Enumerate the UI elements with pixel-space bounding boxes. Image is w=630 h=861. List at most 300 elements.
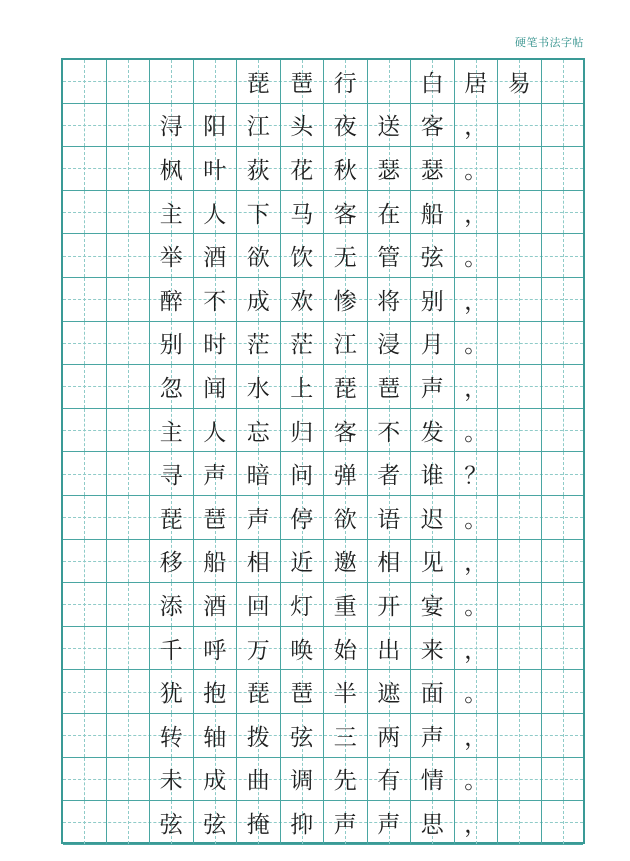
character: 相 [246, 550, 270, 577]
character: 惨 [333, 288, 357, 315]
character: 瑟 [377, 157, 401, 184]
grid-cell [411, 758, 455, 801]
grid-cell [107, 409, 151, 452]
grid-cell [150, 540, 194, 583]
character: 声 [246, 506, 270, 533]
grid-cell [107, 322, 151, 365]
grid-cell [324, 714, 368, 757]
grid-cell [411, 452, 455, 495]
character: 有 [377, 768, 401, 795]
character: 万 [246, 637, 270, 664]
grid-cell [150, 714, 194, 757]
grid-cell [324, 452, 368, 495]
character: 抱 [203, 681, 227, 708]
grid-cell [324, 60, 368, 103]
character: ， [464, 288, 488, 315]
grid-cell [194, 452, 238, 495]
grid-cell [281, 758, 325, 801]
grid-cell [542, 758, 586, 801]
grid-cell [542, 496, 586, 539]
character: 近 [290, 550, 314, 577]
grid-cell [281, 583, 325, 626]
grid-cell [150, 104, 194, 147]
character: 无 [333, 245, 357, 272]
grid-cell [107, 758, 151, 801]
grid-cell [281, 801, 325, 844]
grid-cell [368, 496, 412, 539]
grid-cell [237, 540, 281, 583]
grid-cell [498, 583, 542, 626]
grid-cell [324, 191, 368, 234]
character: ， [464, 375, 488, 402]
grid-cell [237, 409, 281, 452]
character: 弹 [333, 463, 357, 490]
grid-row [63, 365, 583, 409]
grid-cell [455, 104, 499, 147]
grid-cell [194, 278, 238, 321]
grid-cell [542, 322, 586, 365]
grid-cell [498, 758, 542, 801]
grid-cell [542, 540, 586, 583]
grid-cell [107, 278, 151, 321]
character: 转 [159, 724, 183, 751]
grid-cell [498, 496, 542, 539]
grid-cell [498, 322, 542, 365]
grid-cell [368, 322, 412, 365]
character: 船 [420, 201, 444, 228]
grid-cell [281, 60, 325, 103]
grid-row [63, 147, 583, 191]
grid-cell [411, 583, 455, 626]
character: 琶 [203, 506, 227, 533]
grid-cell [107, 365, 151, 408]
grid-cell [411, 104, 455, 147]
character: 客 [420, 114, 444, 141]
character: 遮 [377, 681, 401, 708]
grid-cell [455, 147, 499, 190]
character: 停 [290, 506, 314, 533]
grid-cell [63, 322, 107, 365]
character: ， [464, 724, 488, 751]
grid-cell [324, 670, 368, 713]
workbook-title: 硬笔书法字帖 [515, 36, 584, 49]
grid-cell [411, 409, 455, 452]
grid-cell [368, 583, 412, 626]
grid-cell [455, 670, 499, 713]
character: 茫 [290, 332, 314, 359]
character: 声 [333, 811, 357, 838]
grid-cell [542, 365, 586, 408]
character: ？ [464, 463, 488, 490]
character: 。 [464, 593, 488, 620]
grid-cell [281, 191, 325, 234]
grid-cell [63, 147, 107, 190]
grid-row [63, 496, 583, 540]
grid-cell [150, 278, 194, 321]
character: 成 [246, 288, 270, 315]
character: 者 [377, 463, 401, 490]
grid-cell [194, 714, 238, 757]
grid-cell [63, 627, 107, 670]
grid-cell [63, 714, 107, 757]
grid-cell [107, 714, 151, 757]
character: 灯 [290, 593, 314, 620]
character: 琵 [159, 506, 183, 533]
grid-cell [237, 278, 281, 321]
grid-cell [455, 452, 499, 495]
grid-cell [237, 322, 281, 365]
grid-cell [150, 627, 194, 670]
character: 声 [420, 724, 444, 751]
character: 弦 [203, 811, 227, 838]
grid-cell [368, 234, 412, 277]
grid-row [63, 670, 583, 714]
character: 。 [464, 506, 488, 533]
grid-cell [324, 365, 368, 408]
grid-row [63, 540, 583, 584]
grid-cell [281, 409, 325, 452]
grid-cell [455, 365, 499, 408]
grid-cell [455, 540, 499, 583]
grid-cell [411, 322, 455, 365]
grid-cell [411, 60, 455, 103]
character: ， [464, 811, 488, 838]
grid-cell [498, 714, 542, 757]
grid-cell [281, 234, 325, 277]
grid-cell [542, 191, 586, 234]
grid-cell [324, 540, 368, 583]
grid-cell [107, 496, 151, 539]
grid-cell [542, 278, 586, 321]
grid-cell [150, 322, 194, 365]
grid-cell [281, 452, 325, 495]
character: 叶 [203, 157, 227, 184]
grid-row [63, 409, 583, 453]
grid-cell [455, 801, 499, 844]
grid-cell [281, 627, 325, 670]
grid-cell [542, 583, 586, 626]
grid-cell [150, 60, 194, 103]
character: 客 [333, 419, 357, 446]
grid-cell [107, 191, 151, 234]
grid-cell [281, 147, 325, 190]
character: 见 [420, 550, 444, 577]
character: 唤 [290, 637, 314, 664]
grid-cell [455, 758, 499, 801]
character: 始 [333, 637, 357, 664]
character: 琵 [246, 70, 270, 97]
character: 别 [159, 332, 183, 359]
character: 浸 [377, 332, 401, 359]
grid-cell [411, 278, 455, 321]
character: 将 [377, 288, 401, 315]
grid-cell [324, 496, 368, 539]
grid-cell [411, 496, 455, 539]
grid-cell [194, 147, 238, 190]
grid-cell [542, 627, 586, 670]
grid-cell [455, 278, 499, 321]
grid-cell [63, 801, 107, 844]
grid-cell [498, 627, 542, 670]
grid-cell [237, 104, 281, 147]
grid-cell [368, 801, 412, 844]
grid-cell [498, 452, 542, 495]
grid-cell [368, 409, 412, 452]
grid-cell [63, 758, 107, 801]
grid-cell [237, 147, 281, 190]
grid-cell [455, 60, 499, 103]
grid-cell [194, 365, 238, 408]
grid-cell [63, 409, 107, 452]
grid-cell [455, 627, 499, 670]
character: 发 [420, 419, 444, 446]
character: 语 [377, 506, 401, 533]
grid-cell [498, 278, 542, 321]
character: 未 [159, 768, 183, 795]
grid-cell [63, 60, 107, 103]
grid-cell [368, 670, 412, 713]
grid-cell [411, 540, 455, 583]
character: 琶 [290, 70, 314, 97]
character: 重 [333, 593, 357, 620]
character: 居 [464, 70, 488, 97]
grid-cell [498, 147, 542, 190]
grid-cell [281, 365, 325, 408]
character: 思 [420, 811, 444, 838]
grid-cell [107, 540, 151, 583]
character: 。 [464, 681, 488, 708]
character: 浔 [159, 114, 183, 141]
character: 。 [464, 157, 488, 184]
character: 欢 [290, 288, 314, 315]
character: 。 [464, 245, 488, 272]
grid-cell [63, 540, 107, 583]
character: 花 [290, 157, 314, 184]
character: 成 [203, 768, 227, 795]
grid-cell [281, 322, 325, 365]
character: 人 [203, 201, 227, 228]
character: 。 [464, 419, 488, 446]
grid-cell [107, 627, 151, 670]
character: 声 [420, 375, 444, 402]
grid-row [63, 627, 583, 671]
grid-cell [498, 801, 542, 844]
grid-row [63, 104, 583, 148]
grid-cell [150, 365, 194, 408]
grid-cell [498, 234, 542, 277]
grid-row [63, 714, 583, 758]
character: 移 [159, 550, 183, 577]
character: 问 [290, 463, 314, 490]
character: 琶 [290, 681, 314, 708]
character: 酒 [203, 593, 227, 620]
grid-cell [411, 191, 455, 234]
grid-cell [194, 322, 238, 365]
character: 客 [333, 201, 357, 228]
grid-cell [542, 801, 586, 844]
grid-cell [237, 60, 281, 103]
character: 饮 [290, 245, 314, 272]
grid-cell [150, 496, 194, 539]
grid-cell [368, 191, 412, 234]
grid-cell [150, 191, 194, 234]
grid-cell [150, 452, 194, 495]
character: 面 [420, 681, 444, 708]
grid-cell [237, 583, 281, 626]
character: 犹 [159, 681, 183, 708]
grid-row [63, 452, 583, 496]
grid-cell [542, 104, 586, 147]
character: 别 [420, 288, 444, 315]
grid-cell [411, 670, 455, 713]
grid-cell [107, 670, 151, 713]
character: ， [464, 550, 488, 577]
grid-cell [411, 365, 455, 408]
character: 上 [290, 375, 314, 402]
grid-cell [281, 278, 325, 321]
grid-cell [368, 278, 412, 321]
character: 江 [333, 332, 357, 359]
grid-cell [150, 409, 194, 452]
character: 忘 [246, 419, 270, 446]
grid-cell [368, 104, 412, 147]
grid-cell [324, 801, 368, 844]
grid-cell [194, 583, 238, 626]
grid-cell [455, 234, 499, 277]
grid-cell [237, 670, 281, 713]
character: 先 [333, 768, 357, 795]
character: 调 [290, 768, 314, 795]
grid-cell [498, 60, 542, 103]
grid-cell [368, 714, 412, 757]
character: 情 [420, 768, 444, 795]
character: 行 [333, 70, 357, 97]
grid-cell [194, 60, 238, 103]
grid-cell [194, 496, 238, 539]
grid-cell [324, 322, 368, 365]
grid-row [63, 322, 583, 366]
grid-cell [498, 670, 542, 713]
grid-cell [411, 627, 455, 670]
grid-cell [63, 496, 107, 539]
grid-cell [411, 147, 455, 190]
grid-cell [107, 801, 151, 844]
grid-cell [324, 234, 368, 277]
character: 船 [203, 550, 227, 577]
character: 开 [377, 593, 401, 620]
grid-cell [455, 191, 499, 234]
grid-cell [455, 583, 499, 626]
grid-row [63, 278, 583, 322]
grid-cell [455, 409, 499, 452]
grid-cell [498, 540, 542, 583]
grid-cell [107, 234, 151, 277]
character: 送 [377, 114, 401, 141]
grid-cell [498, 104, 542, 147]
grid-cell [542, 147, 586, 190]
grid-cell [368, 540, 412, 583]
grid-cell [107, 452, 151, 495]
grid-cell [63, 583, 107, 626]
grid-cell [194, 801, 238, 844]
grid-cell [63, 670, 107, 713]
character: 头 [290, 114, 314, 141]
character: 易 [507, 70, 531, 97]
character: 管 [377, 245, 401, 272]
grid-row [63, 758, 583, 802]
grid-cell [150, 801, 194, 844]
grid-cell [150, 147, 194, 190]
character: 抑 [290, 811, 314, 838]
character: 暗 [246, 463, 270, 490]
grid-cell [194, 191, 238, 234]
practice-grid [61, 58, 585, 844]
character: ， [464, 201, 488, 228]
grid-cell [107, 583, 151, 626]
character: 马 [290, 201, 314, 228]
grid-cell [150, 234, 194, 277]
grid-cell [324, 627, 368, 670]
grid-cell [368, 60, 412, 103]
grid-cell [63, 191, 107, 234]
character: 。 [464, 768, 488, 795]
character: 欲 [246, 245, 270, 272]
grid-cell [150, 583, 194, 626]
character: 人 [203, 419, 227, 446]
character: 。 [464, 332, 488, 359]
character: 谁 [420, 463, 444, 490]
grid-cell [368, 365, 412, 408]
character: 主 [159, 419, 183, 446]
character: 声 [203, 463, 227, 490]
character: 回 [246, 593, 270, 620]
character: 水 [246, 375, 270, 402]
character: 瑟 [420, 157, 444, 184]
grid-row [63, 191, 583, 235]
character: 不 [203, 288, 227, 315]
character: 千 [159, 637, 183, 664]
character: 出 [377, 637, 401, 664]
grid-cell [237, 496, 281, 539]
grid-row [63, 801, 583, 845]
grid-cell [411, 234, 455, 277]
character: 宴 [420, 593, 444, 620]
character: 白 [420, 70, 444, 97]
grid-cell [194, 627, 238, 670]
grid-cell [194, 758, 238, 801]
grid-cell [368, 147, 412, 190]
grid-cell [237, 234, 281, 277]
grid-row [63, 60, 583, 104]
character: 添 [159, 593, 183, 620]
grid-cell [455, 322, 499, 365]
character: 枫 [159, 157, 183, 184]
character: 荻 [246, 157, 270, 184]
character: 在 [377, 201, 401, 228]
grid-cell [542, 409, 586, 452]
character: 掩 [246, 811, 270, 838]
grid-cell [368, 627, 412, 670]
character: 不 [377, 419, 401, 446]
grid-cell [63, 365, 107, 408]
character: 拨 [246, 724, 270, 751]
grid-cell [63, 452, 107, 495]
character: 琵 [246, 681, 270, 708]
grid-cell [194, 104, 238, 147]
grid-cell [63, 104, 107, 147]
grid-cell [237, 627, 281, 670]
grid-cell [324, 278, 368, 321]
